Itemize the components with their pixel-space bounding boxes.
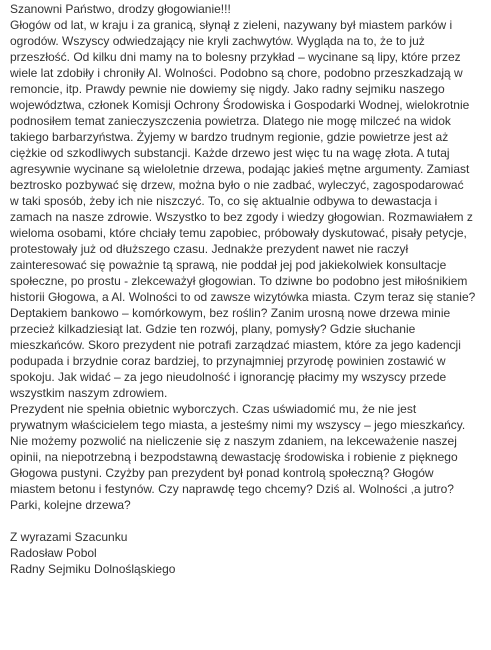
closing: Z wyrazami Szacunku — [10, 530, 128, 544]
signature-title: Radny Sejmiku Dolnośląskiego — [10, 562, 176, 576]
greeting: Szanowni Państwo, drodzy głogowianie!!! — [10, 2, 231, 16]
text-line: beztrosko pozbywać się drzew, można było o nie zadbać, wyleczyć, zagospodarować — [10, 178, 464, 192]
text-line: zainteresować się poważnie tą sprawą, nie poddał jej pod jakiekolwiek konsultacje — [10, 258, 447, 272]
text-line: wiele lat zdobiły i chroniły Al. Wolności. Podobno są chore, podobno przeszkadzają w — [10, 66, 463, 80]
text-line: ogrodów. Wszyscy odwiedzający nie kryli zachwytów. Wygląda na to, że to już — [10, 34, 425, 48]
text-line: takiego barbarzyństwa. Żyjemy w bardzo trudnym regionie, gdzie powietrze jest aż — [10, 130, 449, 144]
signature-block — [10, 529, 488, 577]
text-line: remoncie, itp. Prawdy pewnie nie dowiemy się nigdy. Jako radny sejmiku naszego — [10, 82, 445, 96]
text-line: przecież kilkadziesiąt lat. Gdzie ten rozwój, plany, pomysły? Gdzie słuchanie — [10, 322, 416, 336]
paragraph-2 — [10, 401, 488, 513]
text-line: Głogów od lat, w kraju i za granicą, słynął z zieleni, nazywany był miastem parków i — [10, 18, 453, 32]
text-line: społeczne, po prostu - zlekceważył głogowian. To dziwne bo podobno jest miłośnikiem — [10, 274, 468, 288]
text-line: mieszkańców. Skoro prezydent nie potrafi zarządzać miastem, które za jego kadencji — [10, 338, 461, 352]
text-line: w taki sposób, żeby ich nie niszczyć. To, co się aktualnie odbywa to dewastacja i — [10, 194, 438, 208]
text-line: wieloma osobami, które chciały temu zapobiec, próbowały dyskutować, pisały petycje, — [10, 226, 467, 240]
text-line: przeszłość. Od kilku dni mamy na to bolesny przykład – wycinane są lipy, które przez — [10, 50, 461, 64]
text-line: prywatnym właścicielem tego miasta, a jesteśmy nimi my wszyscy – jego mieszkańcy. — [10, 418, 466, 432]
text-line: podupada i brzydnie coraz bardziej, to przynajmniej przyrodę powinien zostawić w — [10, 354, 446, 368]
text-line: spokoju. Jak widać – za jego nieudolność i ignorancję płacimy my wszyscy przede — [10, 370, 447, 384]
text-line: wszystkim naszym zdrowiem. — [10, 386, 168, 400]
text-line: Prezydent nie spełnia obietnic wyborczych. Czas uświadomić mu, że nie jest — [10, 402, 417, 416]
text-line: ciężkie od szkodliwych substancji. Każde drzewo jest więc tu na wagę złota. A tutaj — [10, 146, 450, 160]
text-line: agresywnie wycinane są wieloletnie drzewa, podając jakieś mętne argumenty. Zamiast — [10, 162, 470, 176]
text-line: Deptakiem bankowo – komórkowym, bez roślin? Zanim urosną nowe drzewa minie — [10, 306, 451, 320]
text-line: miastem betonu i festynów. Czy naprawdę tego chcemy? Dziś al. Wolności ,a jutro? — [10, 482, 454, 496]
text-line: opinii, na niepotrzebną i bezpodstawną dewastację środowiska i robienie z pięknego — [10, 450, 458, 464]
text-line: historii Głogowa, a Al. Wolności to od zawsze wizytówka miasta. Czym teraz się stanie? — [10, 290, 476, 304]
letter-body — [10, 1, 488, 577]
paragraph-1 — [10, 17, 488, 401]
signature-name: Radosław Pobol — [10, 546, 97, 560]
text-line: Głogowa pustyni. Czyżby pan prezydent był ponad kontrolą społeczną? Głogów — [10, 466, 434, 480]
text-line: Nie możemy pozwolić na nieliczenie się z naszym zdaniem, na lekceważenie naszej — [10, 434, 457, 448]
text-line: protestowały już od dłuższego czasu. Jednakże prezydent nawet nie raczył — [10, 242, 409, 256]
text-line: Parki, kolejne drzewa? — [10, 498, 131, 512]
text-line: województwa, członek Komisji Ochrony Środowiska i Gospodarki Wodnej, wielokrotnie — [10, 98, 470, 112]
text-line: podnosiłem temat zanieczyszczenia powietrza. Dlatego nie mogę milczeć na widok — [10, 114, 451, 128]
blank-line — [10, 513, 488, 529]
text-line: zamach na nasze zdrowie. Wszystko to bez zgody i wiedzy głogowian. Rozmawiałem z — [10, 210, 473, 224]
